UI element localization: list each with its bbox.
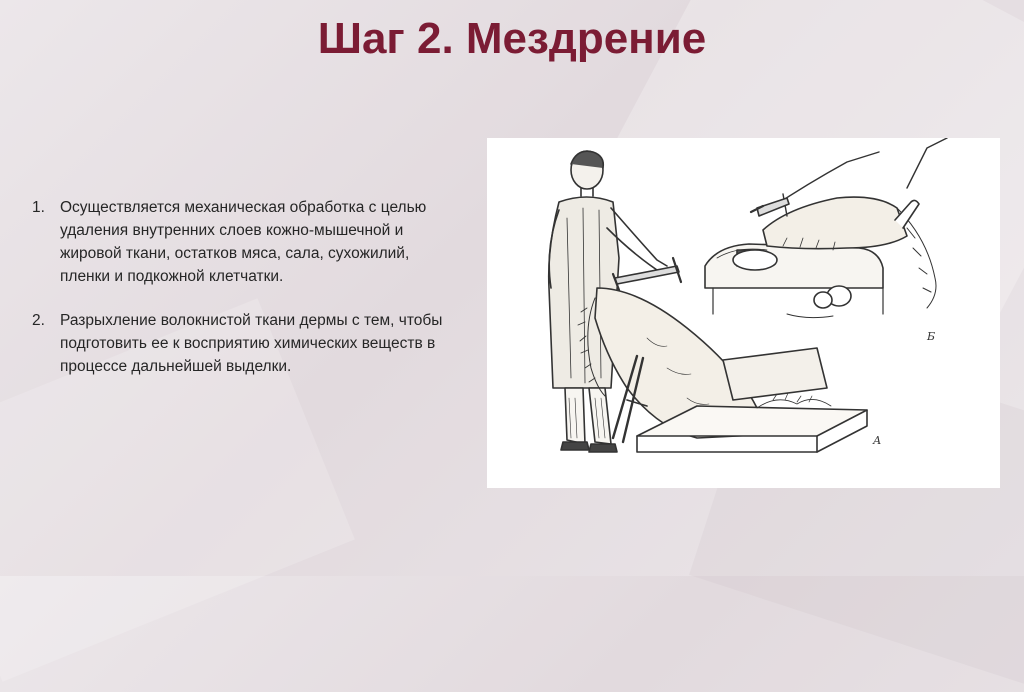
fleshing-machine — [705, 244, 883, 318]
illustration-drawing — [487, 138, 1000, 488]
list-item-text: Осуществляется механическая обработка с целью удаления внутренних слоев кожно-мышечной и жировой ткани, остатков мяса, сала, сухожилий, пленки и подкожной клетчатки. — [60, 199, 427, 285]
figure-label-b: Б — [927, 330, 936, 343]
content-list — [32, 196, 452, 399]
list-item — [32, 196, 452, 288]
fleshing-illustration — [487, 138, 1000, 488]
slide-title: Шаг 2. Мездрение — [317, 14, 707, 63]
list-item — [32, 309, 452, 378]
list-item-text: Разрыхление волокнистой ткани дермы с тем, чтобы подготовить ее к восприятию химических веществ в процессе дальнейшей выделки. — [60, 312, 443, 375]
list-item-number: 2. — [32, 312, 45, 329]
figure-label-a: А — [873, 434, 882, 447]
list-item-number: 1. — [32, 199, 45, 216]
